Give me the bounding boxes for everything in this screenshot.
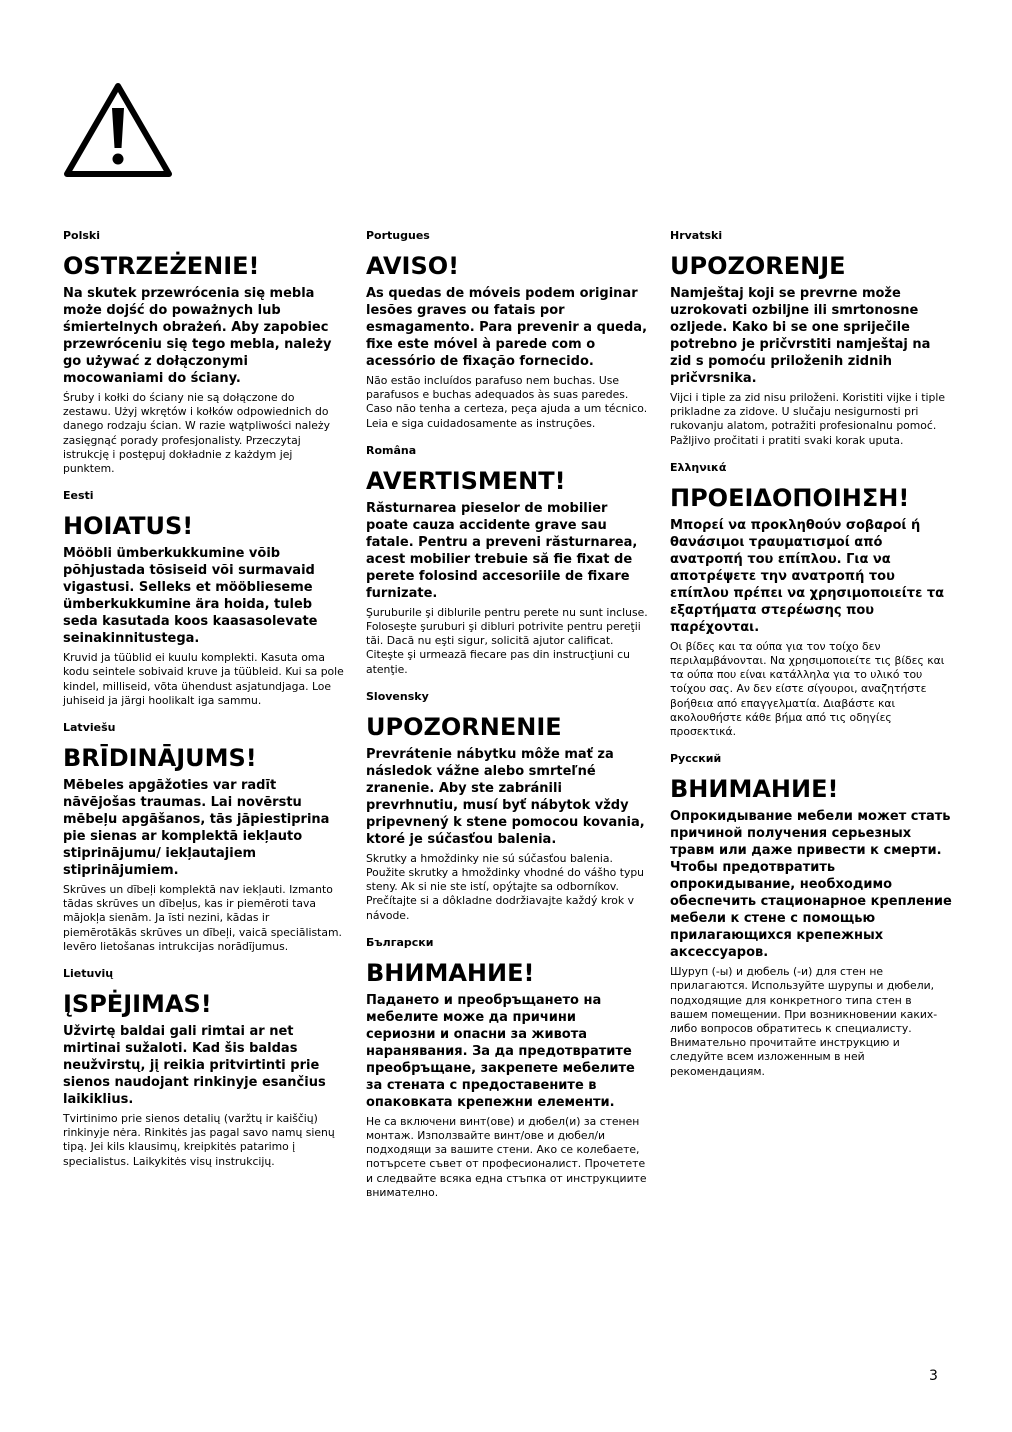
warning-details: Skrūves un dībeļi komplektā nav iekļauti. Izmanto tādas skrūves un dībeļus, kas ir piemēroti tava mājokļa sienām. Ja īsti nezini, kādas ir piemērotākās skrūves un dībeļi, vaicā speciālistam. Ievēro lietošanas intrukcijas norādījumus.: [63, 883, 342, 953]
warning-details: Skrutky a hmoždinky nie sú súčasťou balenia. Použite skrutky a hmoždinky vhodné do vášho typu steny. Ak si nie ste istí, opýtajte sa odborníkov. Prečítajte si a dôkladne dodržiavajte každý krok v návode.: [366, 851, 645, 922]
warning-heading: ΠΡΟΕΙΔΟΠΟΙΗΣΗ!: [670, 483, 910, 512]
language-label: Româna: [366, 443, 417, 457]
language-label: Slovensky: [366, 689, 429, 703]
warning-summary: Опрокидывание мебели может стать причиной получения серьезных травм или даже привести к смерти. Чтобы предотвратить опрокидывание, необходимо обеспечить стационарное крепление мебели к стене с помощью прилагающихся крепежных аксессуаров.: [670, 809, 952, 961]
warning-heading: HOIATUS!: [63, 512, 194, 541]
warning-details: Οι βίδες και τα ούπα για τον τοίχο δεν περιλαμβάνονται. Να χρησιμοποιείτε τις βίδες και τα ούπα που είναι κατάλληλα για το υλικό του τοίχου σας. Αν δεν είστε σίγουροι, αναζητήστε βοήθεια από επαγγελματία. Διαβάστε και ακολουθήστε κάθε βήμα από τις οδηγίες προσεκτικά.: [670, 639, 945, 739]
warning-summary: Užvirtę baldai gali rimtai ar net mirtinai sužaloti. Kad šis baldas neužvirstų, jį reikia pritvirtinti prie sienos naudojant rinkinyje esančius laikiklius.: [63, 1024, 326, 1108]
warning-heading: AVERTISMENT!: [366, 466, 566, 495]
warning-section-polski: [63, 229, 345, 476]
warning-heading: OSTRZEŻENIE!: [63, 252, 260, 280]
warning-summary: Na skutek przewrócenia się mebla może dojść do poważnych lub śmiertelnych obrażeń. Aby zapobiec przewróceniu się tego mebla, należy go używać z dołączonymi mocowaniami do ściany.: [63, 286, 332, 386]
warning-summary: Mēbeles apgāžoties var radīt nāvējošas traumas. Lai novērstu mēbeļu apgāšanos, tās jāpiestiprina pie sienas ar komplektā iekļauto stiprinājumu/ iekļautajiem stiprinājumiem.: [63, 778, 330, 879]
warning-summary: As quedas de móveis podem originar lesões graves ou fatais por esmagamento. Para prevenir a queda, fixe este móvel à parede com o acessório de fixação fornecido.: [366, 286, 648, 369]
language-label: Eesti: [63, 489, 94, 503]
warning-summary: Mööbli ümberkukkumine võib põhjustada tõsiseid või surmavaid vigastusi. Selleks et mööblieseme ümberkukkumine ära hoida, tuleb seda kasutada koos kaasasolevate seinakinnitustega.: [63, 546, 318, 647]
language-label: Български: [366, 935, 434, 949]
warning-section-slovensky: [366, 690, 648, 923]
warning-heading: BRĪDINĀJUMS!: [63, 744, 257, 773]
language-label: Ελληνικά: [670, 460, 727, 474]
warning-details: Şuruburile şi diblurile pentru perete nu sunt incluse. Foloseşte şuruburi şi dibluri potrivite pentru pereţii tăi. Dacă nu eşti sigur, solicită ajutor calificat. Citeşte şi urmează fiecare pas din instrucţiuni cu atenţie.: [366, 605, 648, 676]
warning-heading: ĮSPĖJIMAS!: [63, 990, 212, 1019]
warning-section-portugues: [366, 229, 648, 431]
language-label: Portugues: [366, 229, 430, 242]
warning-details: Tvirtinimo prie sienos detalių (varžtų ir kaiščių) rinkinyje nėra. Rinkitės jas pagal savo namų sienų tipą. Jei kils klausimų, kreipkitės patarimo į specialistus. Laikykitės visų instrukcijų.: [63, 1112, 335, 1168]
column-3: [670, 229, 952, 1092]
warning-summary: Падането и преобръщането на мебелите може да причини сериозни и опасни за живота наранявания. За да предотвратите преобръщане, закрепете мебелите за стената с предоставените в опаковката крепежни елементи.: [366, 992, 635, 1110]
warning-section-romana: [366, 444, 648, 677]
warning-section-latviesu: [63, 721, 345, 954]
column-1: [63, 229, 345, 1182]
warning-section-lietuviu: [63, 967, 345, 1169]
warning-details: Не са включени винт(ове) и дюбел(и) за стенен монтаж. Използвайте винт/ове и дюбел/и подходящи за вашите стени. Ако се колебаете, потърсете съвет от професионалист. Прочетете и следвайте всяка една стъпка от инструкциите внимателно.: [366, 1114, 647, 1199]
warning-heading: UPOZORNENIE: [366, 712, 562, 741]
warning-heading: AVISO!: [366, 252, 460, 280]
warning-details: Kruvid ja tüüblid ei kuulu komplekti. Kasuta oma kodu seintele sobivaid kruve ja tüübleid. Kui sa pole kindel, milliseid, võta ühendust asjatundjaga. Loe juhiseid ja järgi hoolikalt iga sammu.: [63, 651, 344, 707]
warning-details: Шуруп (-ы) и дюбель (-и) для стен не прилагаются. Используйте шурупы и дюбели, подходящие для конкретного типа стен в вашем помещении. При возникновении каких-либо вопросов обратитесь к специалисту. Внимательно прочитайте инструкцию и следуйте всем изложенным в ней рекомендациям.: [670, 965, 938, 1078]
warning-details: Vijci i tiple za zid nisu priloženi. Koristiti vijke i tiple prikladne za zidove. U slučaju nesigurnosti pri rukovanju alatom, potražiti profesionalnu pomoć. Pažljivo pročitati i pratiti svaki korak uputa.: [670, 391, 946, 447]
warning-summary: Namještaj koji se prevrne može uzrokovati ozbiljne ili smrtonosne ozljede. Kako bi se one spriječile potrebno je pričvrstiti namještaj na zid s pomoću priloženih zidnih pričvrsnika.: [670, 286, 931, 386]
warning-details: Não estão incluídos parafuso nem buchas. Use parafusos e buchas adequados às suas paredes. Caso não tenha a certeza, peça ajuda a um técnico. Leia e siga cuidadosamente as instruções.: [366, 374, 648, 430]
warning-summary: Răsturnarea pieselor de mobilier poate cauza accidente grave sau fatale. Pentru a preveni răsturnarea, acest mobilier trebuie să fie fixat de perete folosind accesoriile de fixare furnizate.: [366, 500, 638, 601]
language-label: Polski: [63, 229, 101, 242]
warning-details: Śruby i kołki do ściany nie są dołączone do zestawu. Użyj wkrętów i kołków odpowiednich do danego rodzaju ścian. W razie wątpliwości należy zasięgnąć porady profesjonalisty. Przeczytaj istrukcję i postępuj dokładnie z każdym jej punktem.: [63, 391, 330, 476]
warning-summary: Μπορεί να προκληθούν σοβαροί ή θανάσιμοι τραυματισμοί από ανατροπή του επίπλου. Για να αποτρέψετε την ανατροπή του επίπλου πρέπει να χρησιμοποιείτε τα εξαρτήματα στερέωσης που παρέχονται.: [670, 517, 945, 635]
warning-heading: ВНИМАНИЕ!: [670, 775, 839, 804]
language-label: Latviešu: [63, 721, 116, 735]
warning-section-eesti: [63, 489, 345, 708]
language-label: Lietuvių: [63, 967, 114, 981]
column-2: [366, 229, 648, 1213]
warning-heading: UPOZORENJE: [670, 252, 846, 280]
warning-section-greek: [670, 461, 952, 739]
page-number: 3: [929, 1368, 938, 1384]
warning-triangle-icon: [62, 80, 174, 180]
warning-summary: Prevrátenie nábytku môže mať za následok vážne alebo smrteľné zranenie. Aby ste zabránili prevrhnutiu, musí byť nábytok vždy pripevnený k stene pomocou kovania, ktoré je súčasťou balenia.: [366, 746, 645, 847]
warning-heading: ВНИМАНИЕ!: [366, 958, 535, 987]
warning-section-hrvatski: [670, 229, 952, 448]
warning-section-bulgarian: [366, 936, 648, 1200]
language-label: Русский: [670, 752, 722, 766]
warning-section-russian: [670, 752, 952, 1079]
language-label: Hrvatski: [670, 229, 723, 242]
